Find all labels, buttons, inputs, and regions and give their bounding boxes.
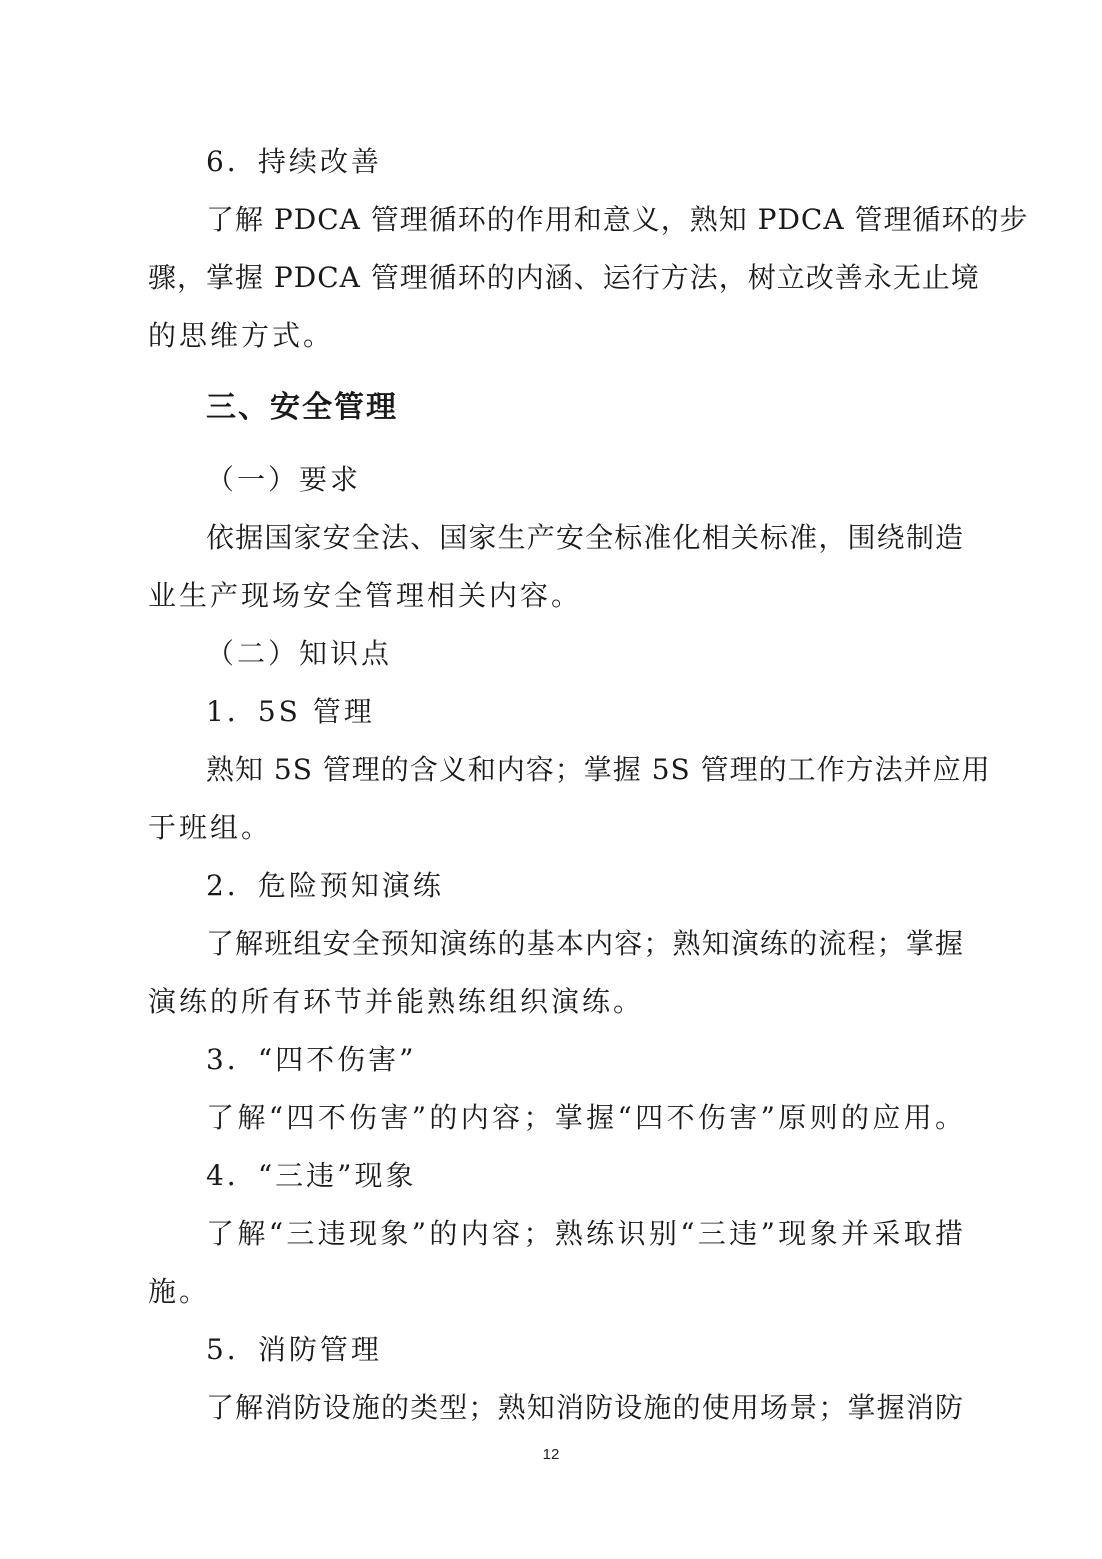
item-4-body-line-1: 了解“三违现象”的内容；熟练识别“三违”现象并采取措 (206, 1217, 964, 1250)
item-2-body-line-2: 演练的所有环节并能熟练组织演练。 (148, 985, 645, 1018)
item-5-title: 5．消防管理 (206, 1333, 382, 1366)
item-4-body-line-2: 施。 (148, 1275, 211, 1308)
item-3-body-line-1: 了解“四不伤害”的内容；掌握“四不伤害”原则的应用。 (206, 1101, 964, 1134)
requirements-body-line-2: 业生产现场安全管理相关内容。 (148, 579, 583, 612)
requirements-body-line-1: 依据国家安全法、国家生产安全标准化相关标准，围绕制造 (206, 521, 964, 554)
item-1-body-line-1: 熟知 5S 管理的含义和内容；掌握 5S 管理的工作方法并应用 (206, 753, 991, 786)
item-3-title: 3．“四不伤害” (206, 1043, 417, 1076)
page-number: 12 (542, 1446, 560, 1463)
item-2-body-line-1: 了解班组安全预知演练的基本内容；熟知演练的流程；掌握 (206, 927, 964, 960)
item-5-body-line-1: 了解消防设施的类型；熟知消防设施的使用场景；掌握消防 (206, 1391, 964, 1424)
section-6-title: 6．持续改善 (206, 145, 382, 178)
item-1-body-line-2: 于班组。 (148, 811, 273, 844)
section-6-body-line-3: 的思维方式。 (148, 319, 335, 352)
item-4-title: 4．“三违”现象 (206, 1159, 417, 1192)
chapter-heading-safety-management: 三、安全管理 (206, 390, 398, 425)
item-2-title: 2．危险预知演练 (206, 869, 444, 902)
subsection-knowledge-points-title: （二）知识点 (206, 637, 393, 670)
item-1-title: 1．5S 管理 (206, 695, 375, 728)
section-6-body-line-2: 骤，掌握 PDCA 管理循环的内涵、运行方法，树立改善永无止境 (148, 261, 980, 294)
section-6-body-line-1: 了解 PDCA 管理循环的作用和意义，熟知 PDCA 管理循环的步 (206, 203, 1029, 236)
subsection-requirements-title: （一）要求 (206, 463, 362, 496)
